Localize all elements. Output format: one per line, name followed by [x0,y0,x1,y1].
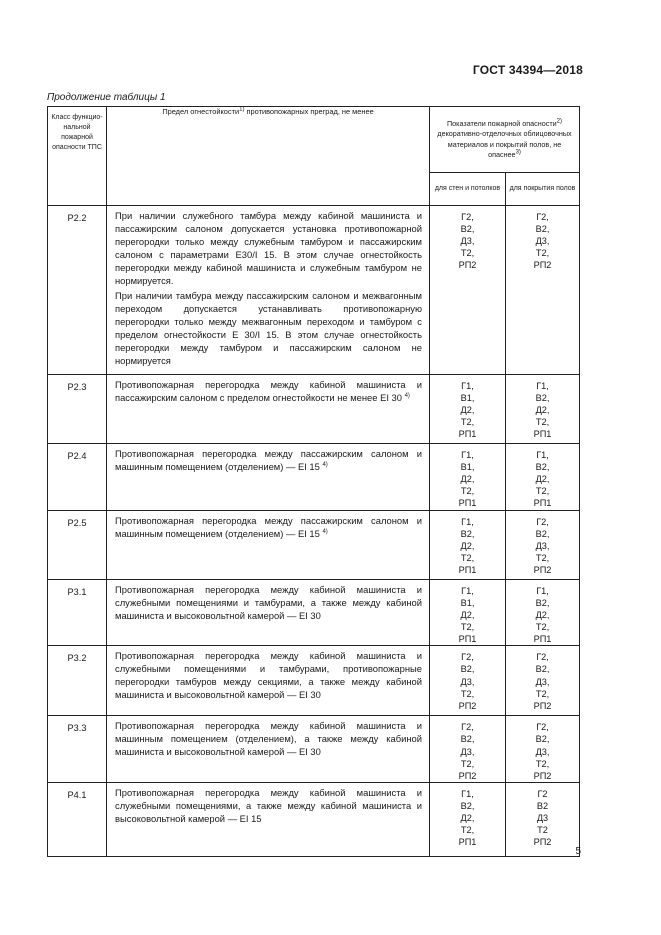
indicator-value: В2, [535,392,550,403]
table-row [48,646,580,716]
floors-cell [506,510,580,579]
header-fire-hazard: Показатели пожарной опасности$^{2)}$ декоративно-отделочных облицовочных материалов и покрытий полов, не опаснее$^{3)}$ [430,107,580,173]
indicator-value: В2, [535,224,550,235]
walls-cell [430,782,506,856]
indicator-value: Д3, [535,746,550,757]
indicator-value: Д2, [535,610,550,621]
header-floors: для покрытия полов [506,173,580,206]
class-cell: Р4.1 [48,782,107,856]
indicator-value: Т2, [460,553,475,564]
indicator-value: Т2, [535,758,550,769]
indicator-value: Д2, [460,813,475,823]
indicator-value: РП2 [458,770,477,781]
header-class: Класс функцио-нальной пожарной опасности ТПС [48,107,107,206]
description-cell: Противопожарная перегородка между кабиной машиниста и служебными помещениями и тамбурами, противопожарные перегородки тамбуров между секциями, а также между кабиной машиниста и высоковольтной камерой — ЕІ 30 [107,646,430,716]
indicator-value: РП1 [458,634,477,645]
indicator-value: Г1, [461,788,474,799]
indicator-value: В2, [535,528,550,539]
floors-cell [506,443,580,510]
indicator-value: РП1 [533,498,552,509]
indicator-value: В2, [460,664,475,675]
table-caption: Продолжение таблицы 1 [47,92,166,103]
class-cell: Р3.2 [48,646,107,716]
indicator-value: Д3, [535,236,550,247]
walls-cell [430,443,506,510]
indicator-value: Г2, [461,722,474,733]
class-cell: Р2.5 [48,510,107,579]
indicator-value: Т2, [460,688,475,699]
indicator-value: Г1, [461,585,474,596]
indicator-value: РП2 [533,837,552,848]
indicator-value: РП1 [458,498,477,509]
floors-cell [506,782,580,856]
indicator-value: Т2, [460,417,475,428]
indicator-value: Т2, [535,486,550,497]
class-cell: Р2.2 [48,206,107,375]
description-cell: Противопожарная перегородка между кабиной машиниста и служебными помещениями и тамбурами, а также между кабиной машиниста и высоковольтной камерой — ЕІ 30 [107,579,430,645]
header-walls: для стен и потолков [430,173,506,206]
indicator-value: Т2, [535,688,550,699]
table-row [48,443,580,510]
indicator-value: Д3, [460,676,475,687]
indicator-value: В2, [535,461,550,472]
indicator-value: Г2, [536,652,549,663]
indicator-value: РП1 [533,429,552,440]
indicator-value: РП2 [533,700,552,711]
indicator-value: Д3 [536,813,549,823]
indicator-value: Т2, [460,486,475,497]
indicator-value: Т2, [535,553,550,564]
floors-cell [506,579,580,645]
footnote-mark: 4) [404,392,410,399]
floors-cell [506,716,580,782]
class-cell: Р3.1 [48,579,107,645]
indicator-value: Д2, [460,474,475,485]
indicator-value: В2, [460,800,475,811]
indicator-value: Г2, [536,516,549,527]
indicator-value: Д3, [460,236,475,247]
description-cell: При наличии служебного тамбура между кабиной машиниста и пассажирским салоном допускается установка противопожарной перегородки только между служебным тамбуром и пассажирским салоном с параметрами Е30/І 15. В этом случае огнестойкость перегородки между кабиной машиниста и служебным тамбуром не нормируется. При наличии тамбура между пассажирским салоном и межвагонным переходом допускается устанавливать противопожарную перегородки только между межвагонным переходом и тамбуром с пределом огнестойкости Е 30/І 15. В этом случае огнестойкость перегородки между тамбуром и пассажирским салоном не нормируется [107,206,430,375]
walls-cell [430,579,506,645]
indicator-value: Г2, [461,652,474,663]
indicator-value: В1, [460,461,475,472]
class-cell: Р3.3 [48,716,107,782]
indicator-value: РП2 [533,565,552,576]
indicator-value: В1, [460,597,475,608]
indicator-value: Г2, [536,212,549,222]
description-cell: Противопожарная перегородка между кабиной машиниста и машинным помещением (отделением), а также между кабиной машиниста и высоковольтной камерой — ЕІ 30 [107,716,430,782]
indicator-value: В1, [460,392,475,403]
indicator-value: Г1, [536,585,549,596]
indicator-value: Д2, [460,610,475,621]
floors-cell [506,374,580,443]
indicator-value: Д2, [535,405,550,416]
indicator-value: Д2, [460,541,475,552]
indicator-value: Д2, [460,405,475,416]
indicator-value: Т2, [460,622,475,633]
indicator-value: Т2, [460,248,475,259]
description-cell: Противопожарная перегородка между кабиной машиниста и пассажирским салоном с пределом огнестойкости не менее ЕІ 30 $^{4)}$ [107,374,430,443]
indicator-value: Д3, [535,541,550,552]
indicator-value: Т2, [535,622,550,633]
indicator-value: РП2 [533,260,552,271]
indicator-value: В2 [536,800,549,811]
indicator-value: Г1, [461,449,474,460]
floors-cell [506,646,580,716]
indicator-value: Г1, [536,449,549,460]
table-row [48,206,580,375]
indicator-value: Г1, [461,380,474,391]
indicator-value: Д3, [535,676,550,687]
walls-cell [430,374,506,443]
indicator-value: РП2 [458,260,477,271]
document-code: ГОСТ 34394—2018 [472,63,583,77]
indicator-value: РП2 [458,700,477,711]
indicator-value: Г2, [536,722,549,733]
footnote-mark: 4) [322,461,328,468]
walls-cell [430,716,506,782]
class-cell: Р2.3 [48,374,107,443]
footnote-mark: 4) [322,528,328,535]
indicator-value: В2, [460,224,475,235]
indicator-value: Г1, [536,380,549,391]
indicator-value: Д2, [535,474,550,485]
indicator-value: Т2, [535,248,550,259]
table-row [48,510,580,579]
indicator-value: В2, [535,734,550,745]
table-row [48,782,580,856]
indicator-value: РП1 [458,429,477,440]
indicator-value: Т2 [537,825,548,836]
header-fire-limit: Предел огнестойкости$^{1)}$ противопожарных преград, не менее [107,107,430,206]
walls-cell [430,206,506,375]
indicator-value: Т2, [460,758,475,769]
table-row [48,579,580,645]
indicator-value: В2, [460,734,475,745]
indicator-value: РП2 [533,770,552,781]
table-row [48,374,580,443]
description-cell: Противопожарная перегородка между пассажирским салоном и машинным помещением (отделением) — ЕІ 15 $^{4)}$ [107,443,430,510]
table-row [48,716,580,782]
indicator-value: РП1 [533,634,552,645]
indicator-value: В2, [535,597,550,608]
description-cell: Противопожарная перегородка между пассажирским салоном и машинным помещением (отделением) — ЕІ 15 $^{4)}$ [107,510,430,579]
indicator-value: Д3, [460,746,475,757]
indicator-value: РП1 [458,565,477,576]
walls-cell [430,510,506,579]
indicator-value: Г2, [461,212,474,222]
page-number: 5 [575,846,581,857]
fire-safety-table [47,106,580,857]
description-cell: Противопожарная перегородка между кабиной машиниста и служебными помещениями, а также между кабиной машиниста и высоковольтной камерой — ЕІ 15 [107,782,430,856]
class-cell: Р2.4 [48,443,107,510]
indicator-value: Т2, [460,825,475,836]
walls-cell [430,646,506,716]
indicator-value: В2, [460,528,475,539]
indicator-value: В2, [535,664,550,675]
indicator-value: Т2, [535,417,550,428]
indicator-value: Г1, [461,516,474,527]
indicator-value: РП1 [458,837,477,848]
floors-cell [506,206,580,375]
indicator-value: Г2 [537,788,548,799]
